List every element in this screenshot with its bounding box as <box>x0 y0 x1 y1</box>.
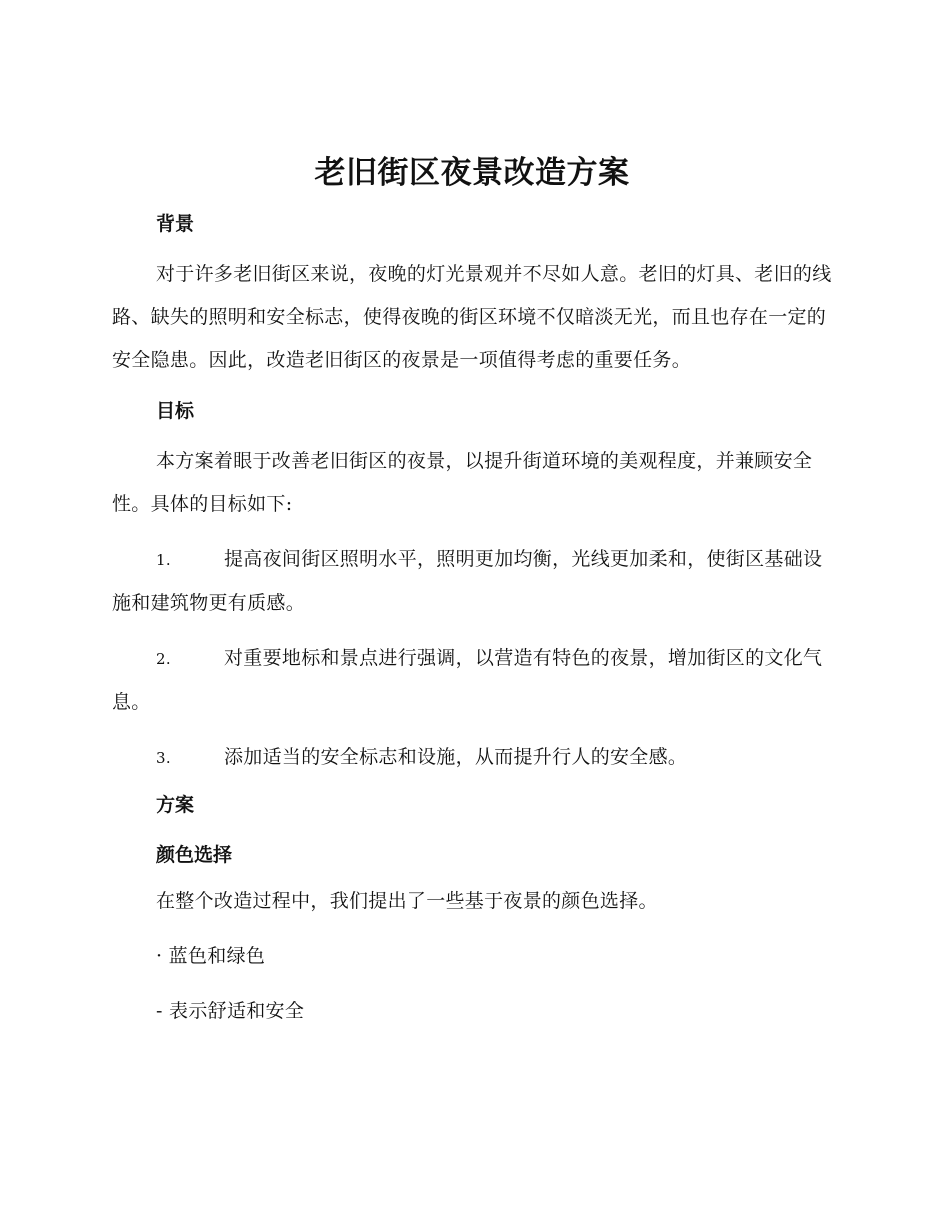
list-item-text: 添加适当的安全标志和设施，从而提升行人的安全感。 <box>224 746 688 768</box>
background-paragraph: 对于许多老旧街区来说，夜晚的灯光景观并不尽如人意。老旧的灯具、老旧的线路、缺失的照明和安全标志，使得夜晚的街区环境不仅暗淡无光，而且也存在一定的安全隐患。因此，改造老旧街区的夜景是一项值得考虑的重要任务。 <box>112 263 832 371</box>
section-heading-goals: 目标 <box>156 400 195 422</box>
list-number: 3. <box>156 749 171 767</box>
goal-list-item-3 <box>112 736 832 780</box>
document-title: 老旧街区夜景改造方案 <box>314 155 630 191</box>
goals-paragraph: 本方案着眼于改善老旧街区的夜景，以提升街道环境的美观程度，并兼顾安全性。具体的目标如下: <box>112 450 813 515</box>
document-body <box>112 145 832 1033</box>
goal-list-item-2 <box>112 637 832 724</box>
plan-intro-paragraph: 在整个改造过程中，我们提出了一些基于夜景的颜色选择。 <box>156 890 658 912</box>
section-heading-plan: 方案 <box>156 794 195 816</box>
subheading-color-choice: 颜色选择 <box>156 844 233 866</box>
bullet-item: · 蓝色和绿色 <box>156 945 266 967</box>
section-heading-background: 背景 <box>156 213 195 235</box>
list-number: 2. <box>156 650 171 668</box>
goal-list-item-1 <box>112 538 832 625</box>
list-item-text: 对重要地标和景点进行强调，以营造有特色的夜景，增加街区的文化气息。 <box>112 647 823 713</box>
list-number: 1. <box>156 551 171 569</box>
dash-item: - 表示舒适和安全 <box>156 1000 305 1022</box>
list-item-text: 提高夜间街区照明水平，照明更加均衡，光线更加柔和，使街区基础设施和建筑物更有质感。 <box>112 548 823 614</box>
